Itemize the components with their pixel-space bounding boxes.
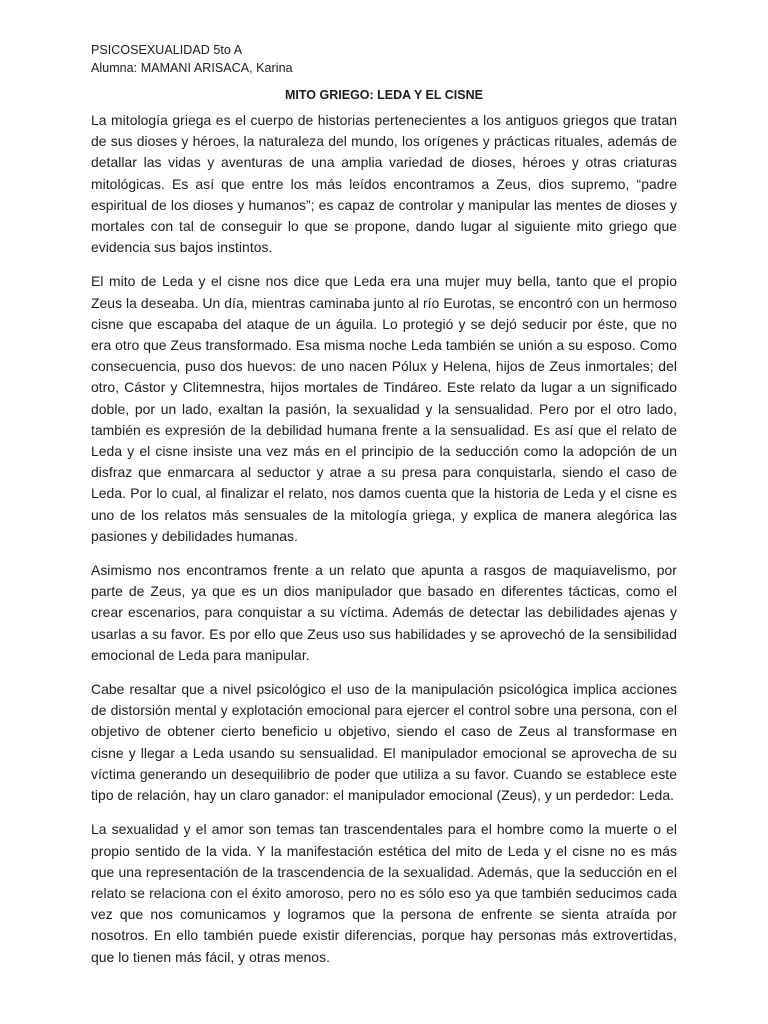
paragraph-manipulation: Cabe resaltar que a nivel psicológico el uso de la manipulación psicológica implica acciones de distorsión mental y explotación emocional para ejercer el control sobre una persona, con el objetivo de obtener cierto beneficio u objetivo, siendo el caso de Zeus al transformase en cisne y llegar a Leda usando su sensualidad. El manipulador emocional se aprovecha de su víctima generando un desequilibrio de poder que utiliza a su favor. Cuando se establece este tipo de relación, hay un claro ganador: el manipulador emocional (Zeus), y un perdedor: Leda. (91, 681, 677, 804)
paragraph-myth: El mito de Leda y el cisne nos dice que Leda era una mujer muy bella, tanto que el propio Zeus la deseaba. Un día, mientras caminaba junto al río Eurotas, se encontró con un hermoso cisne que escapaba del ataque de un águila. Lo protegió y se dejó seducir por éste, que no era otro que Zeus transformado. Esa misma noche Leda también se unión a su esposo. Como consecuencia, puso dos huevos: de uno nacen Pólux y Helena, hijos de Zeus inmortales; del otro, Cástor y Clitemnestra, hijos mortales de Tindáreo. Este relato da lugar a un significado doble, por un lado, exaltan la pasión, la sexualidad y la sensualidad. Pero por el otro lado, también es expresión de la debilidad humana frente a la sensualidad. Es así que el relato de Leda y el cisne insiste una vez más en el principio de la seducción como la adopción de un disfraz que enmarcara al seductor y atrae a su presa para conquistarla, siendo el caso de Leda. Por lo cual, al finalizar el relato, nos damos cuenta que la historia de Leda y el cisne es uno de los relatos más sensuales de la mitología griega, y explica de manera alegórica las pasiones y debilidades humanas. (91, 273, 677, 544)
paragraph-sexuality: La sexualidad y el amor son temas tan trascendentales para el hombre como la muerte o el propio sentido de la vida. Y la manifestación estética del mito de Leda y el cisne no es más que una representación de la trascendencia de la sexualidad. Además, que la seducción en el relato se relaciona con el éxito amoroso, pero no es sólo eso ya que también seducimos cada vez que nos comunicamos y logramos que la persona de enfrente se sienta atraída por nosotros. En ello también puede existir diferencias, porque hay personas más extrovertidas, que lo tienen más fácil, y otras menos. (91, 821, 677, 965)
document-title: MITO GRIEGO: LEDA Y EL CISNE (285, 88, 483, 102)
paragraph-machiavellianism: Asimismo nos encontramos frente a un relato que apunta a rasgos de maquiavelismo, por parte de Zeus, ya que es un dios manipulador que basado en diferentes tácticas, como el crear escenarios, para conquistar a su víctima. Además de detectar las debilidades ajenas y usarlas a su favor. Es por ello que Zeus uso sus habilidades y se aprovechó de la sensibilidad emocional de Leda para manipular. (91, 562, 677, 663)
paragraph-intro: La mitología griega es el cuerpo de historias pertenecientes a los antiguos griegos que tratan de sus dioses y héroes, la naturaleza del mundo, los orígenes y prácticas rituales, además de detallar las vidas y aventuras de una amplia variedad de dioses, héroes y otras criaturas mitológicas. Es así que entre los más leídos encontramos a Zeus, dios supremo, “padre espiritual de los dioses y humanos”; es capaz de controlar y manipular las mentes de dioses y mortales con tal de conseguir lo que se propone, dando lugar al siguiente mito griego que evidencia sus bajos instintos. (91, 112, 677, 256)
course-line: PSICOSEXUALIDAD 5to A (91, 43, 243, 57)
student-line: Alumna: MAMANI ARISACA, Karina (91, 61, 293, 75)
